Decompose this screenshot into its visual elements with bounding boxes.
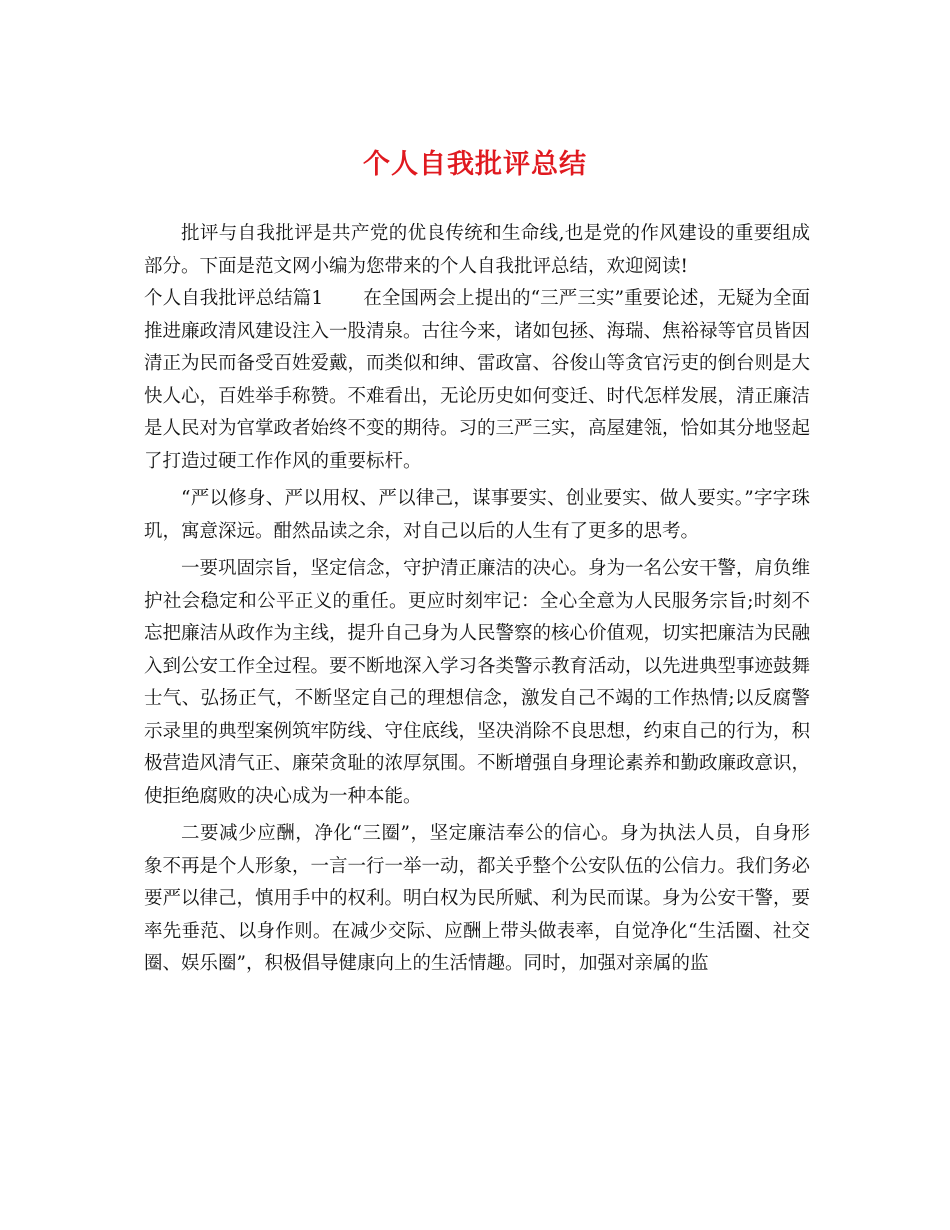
section-heading: 个人自我批评总结篇1	[144, 288, 324, 309]
document-title: 个人自我批评总结	[363, 149, 587, 180]
intro-paragraph: 批评与自我批评是共产党的优良传统和生命线,也是党的作风建设的重要组成部分。下面是范文网小编为您带来的个人自我批评总结，欢迎阅读!	[144, 223, 810, 277]
paragraph-2: “严以修身、严以用权、严以律己，谋事要实、创业要实、做人要实。”字字珠玑，寓意深远。酣然品读之余，对自己以后的人生有了更多的思考。	[144, 488, 810, 542]
section-paragraph-1	[144, 283, 810, 478]
paragraph-3: 一要巩固宗旨，坚定信念，守护清正廉洁的决心。身为一名公安干警，肩负维护社会稳定和公平正义的重任。更应时刻牢记：全心全意为人民服务宗旨;时刻不忘把廉洁从政作为主线，提升自己身为人民警察的核心价值观，切实把廉洁为民融入到公安工作全过程。要不断地深入学习各类警示教育活动，以先进典型事迹鼓舞士气、弘扬正气，不断坚定自己的理想信念，激发自己不竭的工作热情;以反腐警示录里的典型案例筑牢防线、守住底线，坚决消除不良思想，约束自己的行为，积极营造风清气正、廉荣贪耻的浓厚氛围。不断增强自身理论素养和勤政廉政意识，使拒绝腐败的决心成为一种本能。	[144, 558, 811, 807]
paragraph-4: 二要减少应酬，净化“三圈”，坚定廉洁奉公的信心。身为执法人员，自身形象不再是个人形象，一言一行一举一动，都关乎整个公安队伍的公信力。我们务必要严以律己，慎用手中的权利。明白权为民所赋、利为民而谋。身为公安干警，要率先垂范、以身作则。在减少交际、应酬上带头做表率，自觉净化“生活圈、社交圈、娱乐圈”，积极倡导健康向上的生活情趣。同时，加强对亲属的监	[144, 823, 811, 974]
document-body	[144, 218, 810, 981]
paragraph-1-text: 在全国两会上提出的“三严三实”重要论述，无疑为全面推进廉政清风建设注入一股清泉。古往今来，诸如包拯、海瑞、焦裕禄等官员皆因清正为民而备受百姓爱戴，而类似和绅、雷政富、谷俊山等贪官污吏的倒台则是大快人心，百姓举手称赞。不难看出，无论历史如何变迁、时代怎样发展，清正廉洁是人民对为官掌政者始终不变的期待。习的三严三实，高屋建瓴，恰如其分地竖起了打造过硬工作作风的重要标杆。	[144, 288, 811, 472]
